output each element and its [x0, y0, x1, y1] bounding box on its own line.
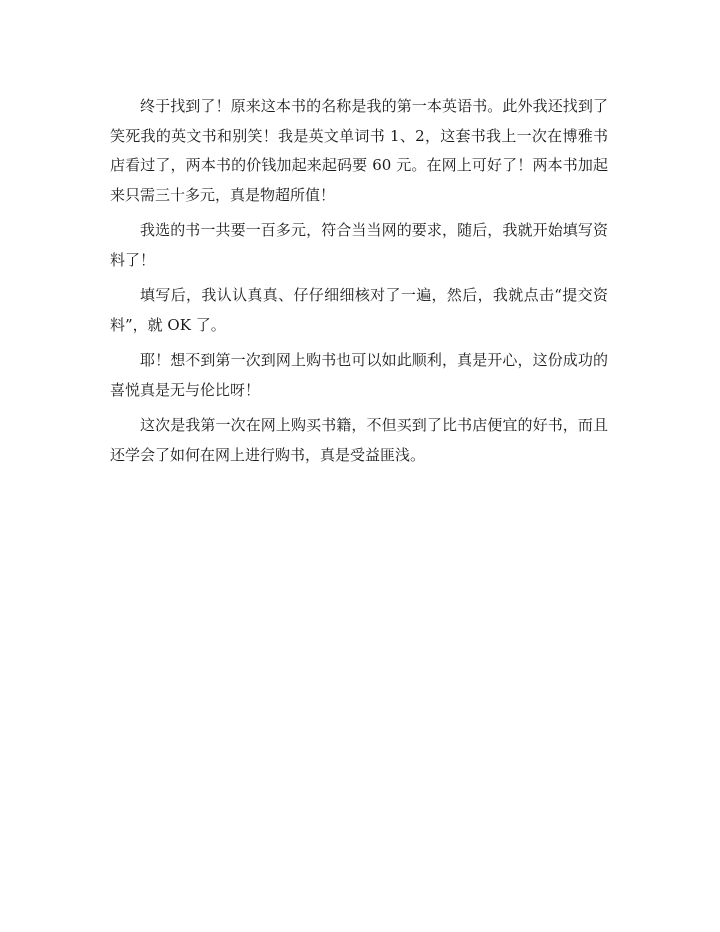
- paragraph-success: 耶！想不到第一次到网上购书也可以如此顺利，真是开心，这份成功的喜悦真是无与伦比呀！: [110, 351, 608, 399]
- paragraph-conclusion: 这次是我第一次在网上购买书籍，不但买到了比书店便宜的好书，而且还学会了如何在网上进行购书，真是受益匪浅。: [110, 416, 608, 464]
- paragraph-found-book: 终于找到了！原来这本书的名称是我的第一本英语书。此外我还找到了笑死我的英文书和别笑！我是英文单词书 1、2，这套书我上一次在博雅书店看过了，两本书的价钱加起来起码要 60 元。在网上可好了！两本书加起来只需三十多元，真是物超所值！: [110, 97, 608, 204]
- document-body: [110, 92, 608, 476]
- paragraph-book-selection: 我选的书一共要一百多元，符合当当网的要求，随后，我就开始填写资料了！: [110, 221, 608, 269]
- paragraph-submit-info: 填写后，我认认真真、仔仔细细核对了一遍，然后，我就点击“提交资料”，就 OK 了。: [110, 286, 608, 334]
